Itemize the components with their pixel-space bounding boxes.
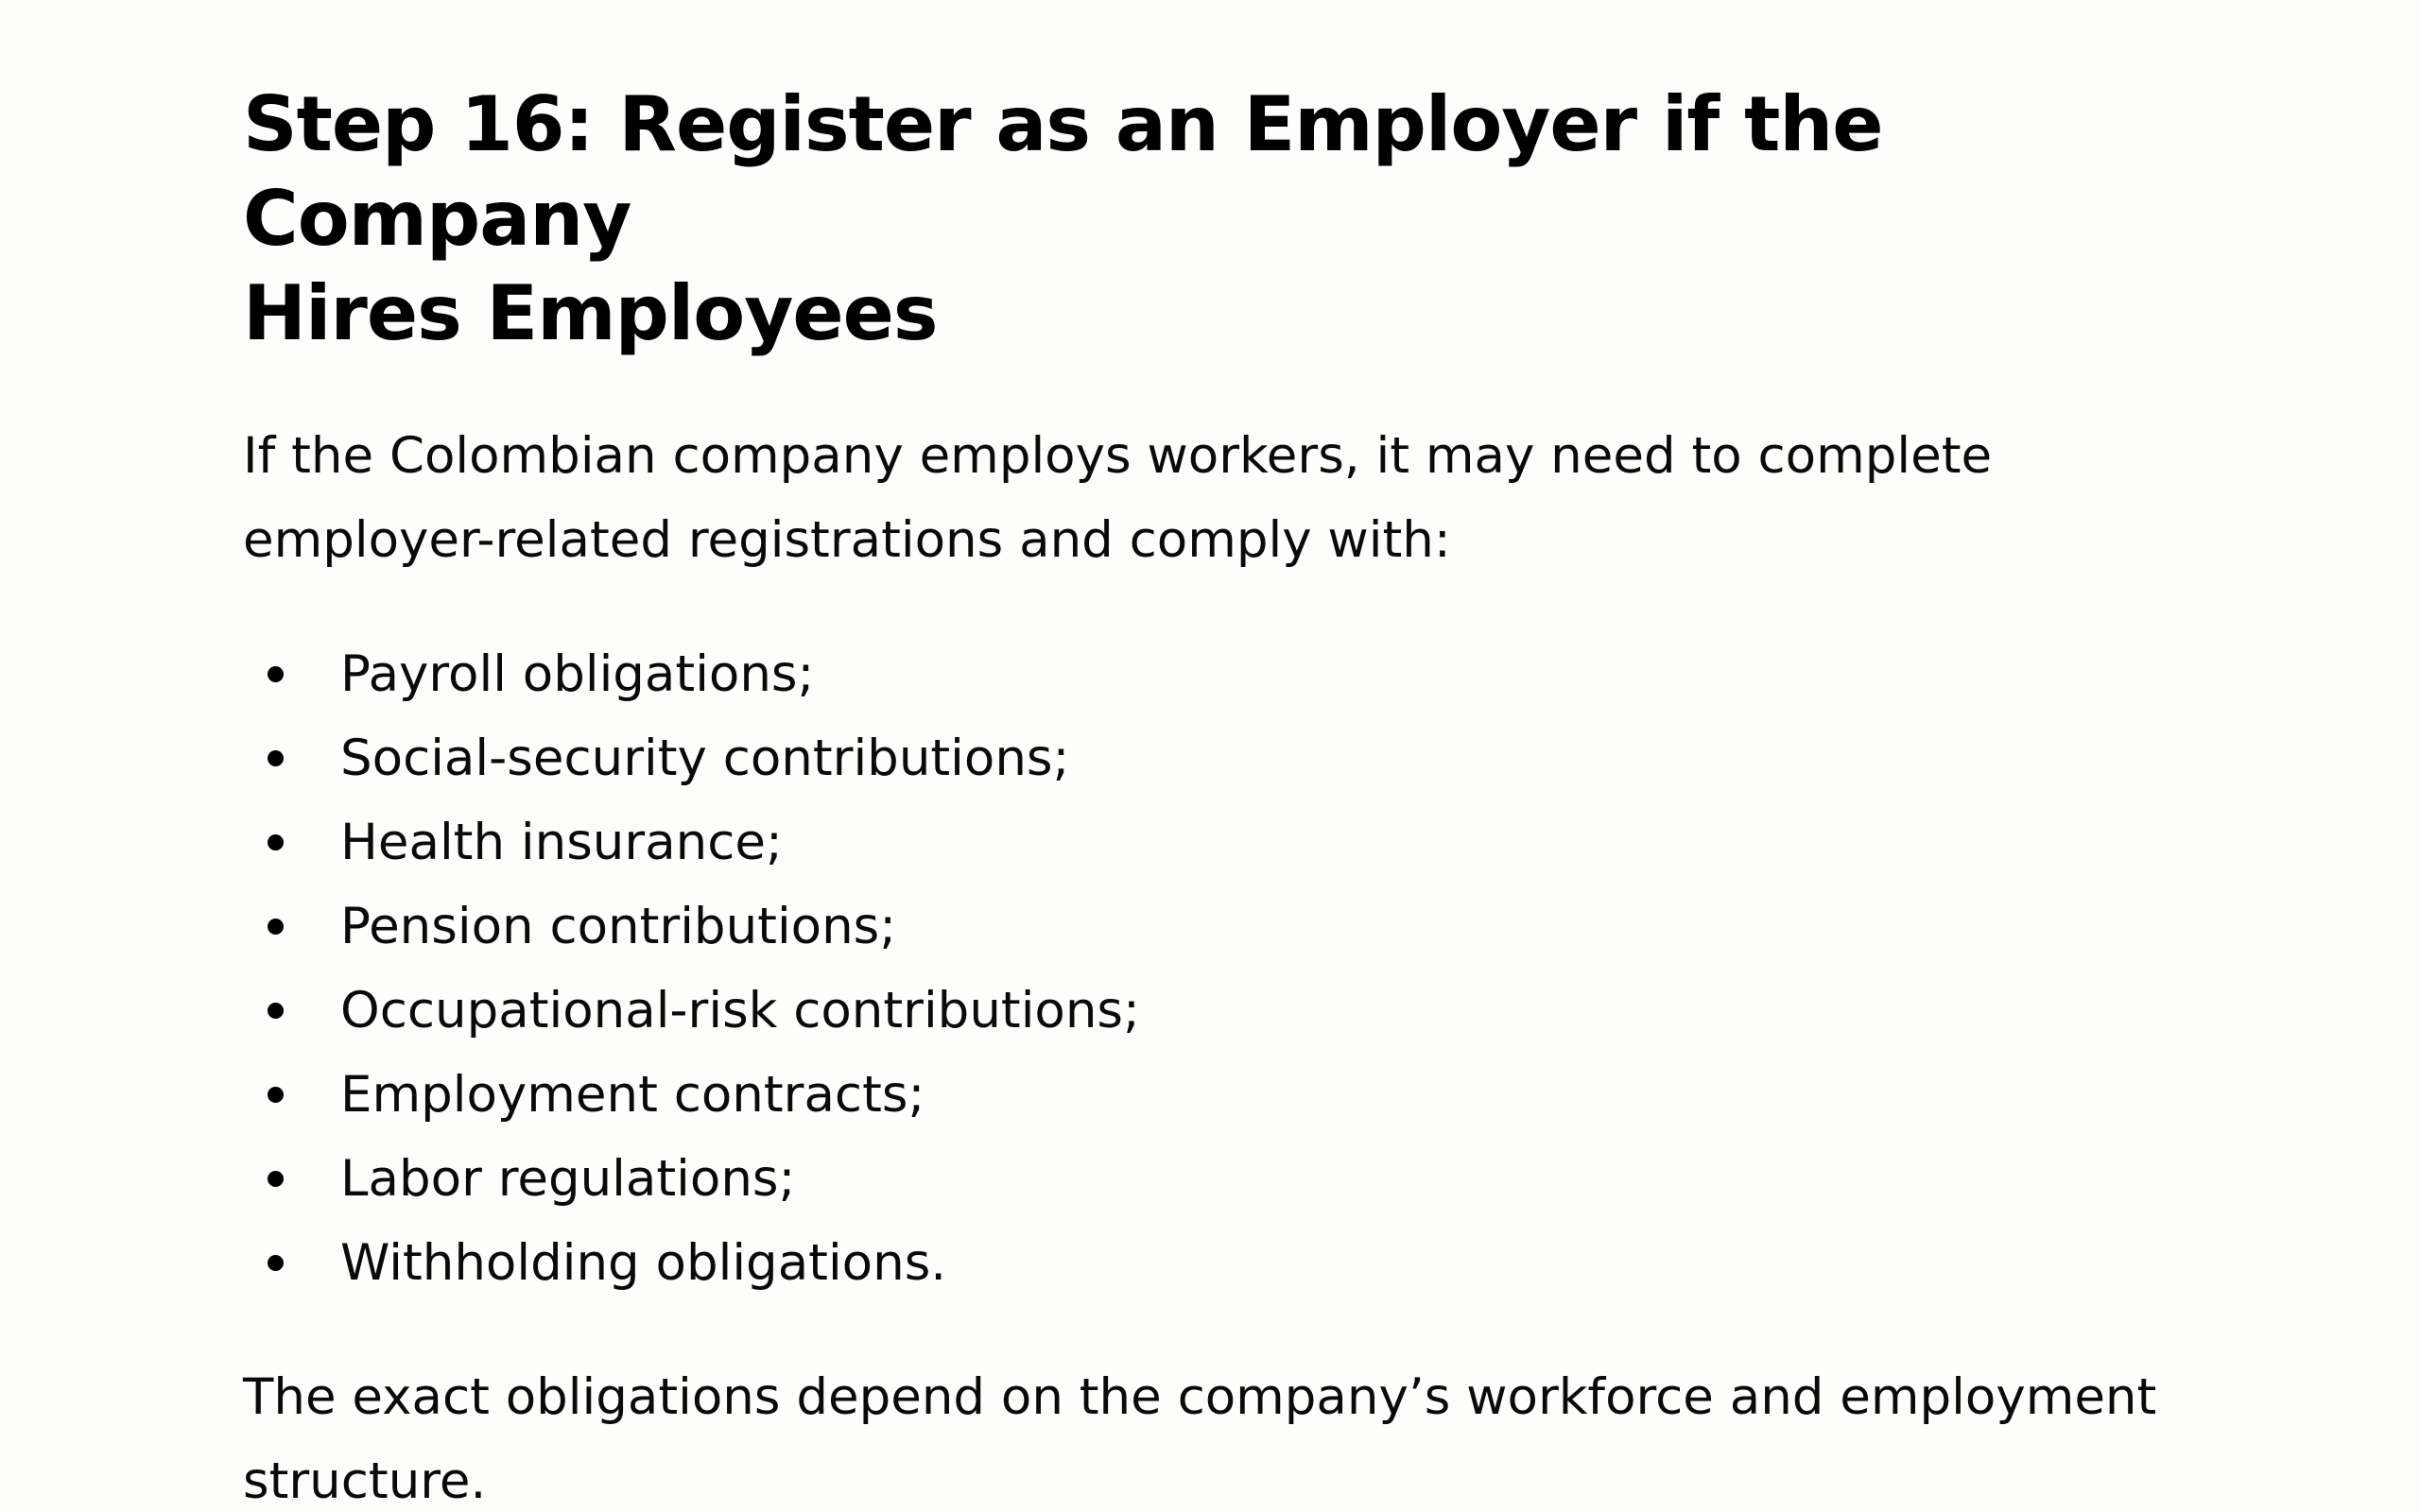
list-item [243, 632, 2219, 716]
step-heading-line-2: Hires Employees [243, 269, 938, 357]
bullet-icon [268, 1255, 284, 1271]
step-heading-line-1: Step 16: Register as an Employer if the Company [243, 80, 1883, 263]
list-item [243, 1053, 2219, 1137]
intro-paragraph [243, 414, 2219, 582]
bullet-icon [268, 1171, 284, 1187]
list-item-text: Occupational-risk contributions; [340, 982, 1140, 1040]
list-item [243, 1221, 2219, 1305]
step-heading [243, 77, 2219, 361]
list-item-text: Social-security contributions; [340, 730, 1070, 787]
list-item-text: Payroll obligations; [340, 645, 815, 703]
list-item-text: Withholding obligations. [340, 1234, 947, 1292]
list-item-text: Health insurance; [340, 814, 783, 871]
bullet-icon [268, 919, 284, 935]
list-item [243, 716, 2219, 800]
list-item [243, 800, 2219, 885]
closing-line-2: structure. [243, 1452, 487, 1510]
closing-paragraph [243, 1355, 2219, 1512]
closing-line-1: The exact obligations depend on the company’s workforce and employment [243, 1368, 2157, 1426]
list-item [243, 885, 2219, 969]
document-content [243, 77, 2219, 1512]
list-item-text: Labor regulations; [340, 1150, 796, 1208]
intro-line-2: employer-related registrations and comply with: [243, 511, 1451, 569]
bullet-icon [268, 834, 284, 850]
list-item-text: Pension contributions; [340, 898, 897, 955]
intro-line-1: If the Colombian company employs workers, it may need to complete [243, 427, 1993, 485]
list-item-text: Employment contracts; [340, 1066, 925, 1124]
bullet-icon [268, 1003, 284, 1019]
list-item [243, 1137, 2219, 1221]
obligations-list [243, 632, 2219, 1305]
bullet-icon [268, 1087, 284, 1103]
bullet-icon [268, 666, 284, 682]
list-item [243, 969, 2219, 1053]
bullet-icon [268, 750, 284, 766]
